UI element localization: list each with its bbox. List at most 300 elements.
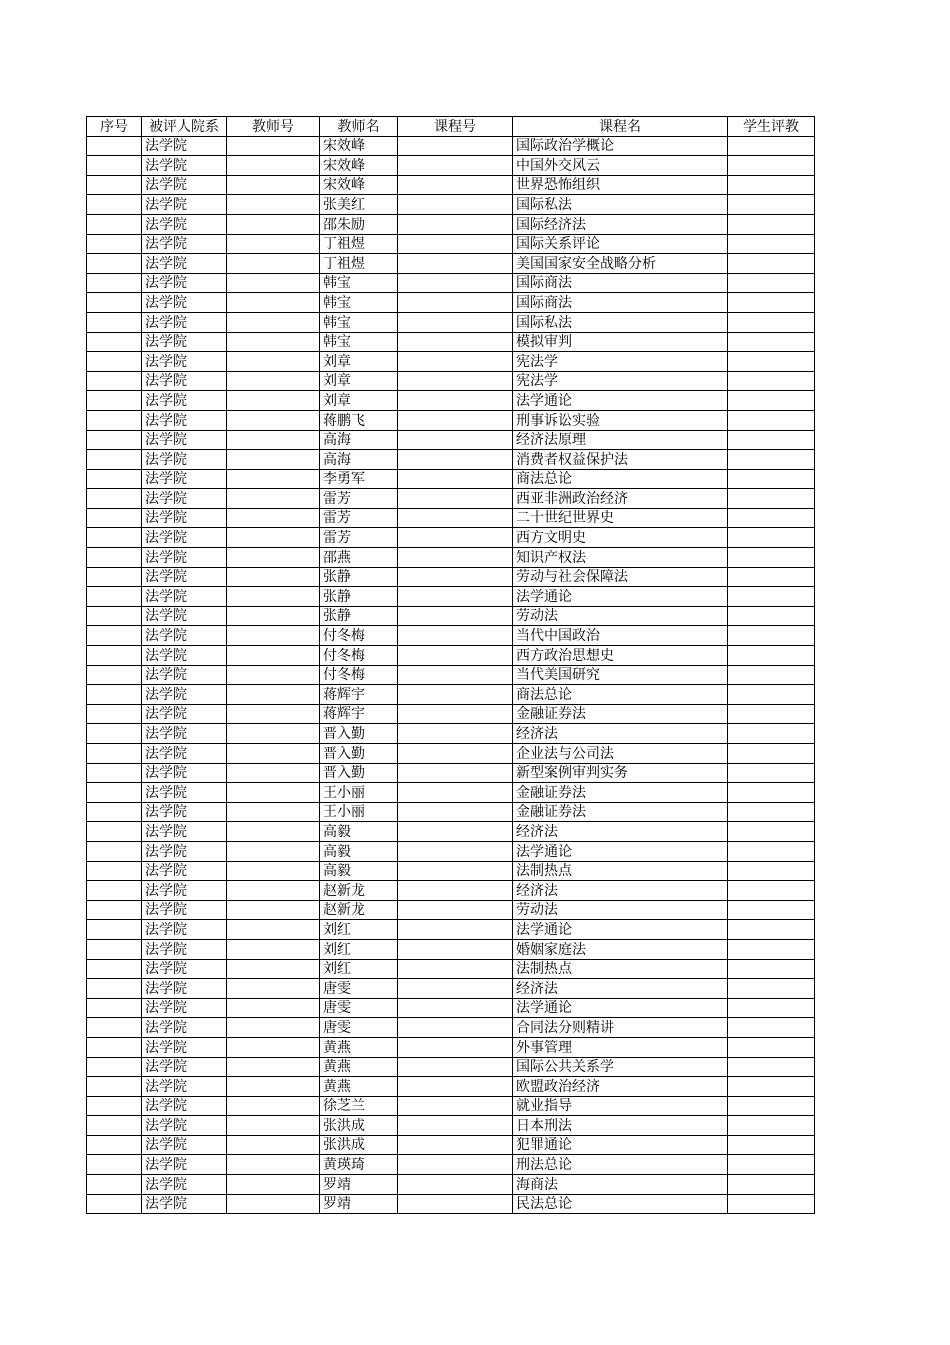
cell-teacher-name[interactable]: 雷芳 [320, 508, 398, 528]
cell-course-id[interactable] [398, 587, 513, 607]
cell-teacher-name[interactable]: 刘红 [320, 939, 398, 959]
cell-course-id[interactable] [398, 1175, 513, 1195]
cell-course-id[interactable] [398, 939, 513, 959]
cell-department[interactable]: 法学院 [142, 469, 227, 489]
cell-teacher-name[interactable]: 李勇军 [320, 469, 398, 489]
cell-course-name[interactable]: 国际政治学概论 [513, 136, 728, 156]
cell-department[interactable]: 法学院 [142, 450, 227, 470]
cell-course-id[interactable] [398, 763, 513, 783]
cell-course-id[interactable] [398, 175, 513, 195]
cell-teacher-id[interactable] [227, 371, 320, 391]
cell-course-id[interactable] [398, 744, 513, 764]
cell-course-name[interactable]: 法学通论 [513, 920, 728, 940]
header-course-name[interactable]: 课程名 [513, 117, 728, 137]
cell-student-eval[interactable] [728, 528, 815, 548]
cell-teacher-name[interactable]: 邵燕 [320, 548, 398, 568]
cell-student-eval[interactable] [728, 744, 815, 764]
cell-seq[interactable] [87, 1077, 142, 1097]
cell-seq[interactable] [87, 763, 142, 783]
cell-course-name[interactable]: 西方政治思想史 [513, 646, 728, 666]
cell-course-id[interactable] [398, 822, 513, 842]
cell-department[interactable]: 法学院 [142, 1155, 227, 1175]
cell-course-name[interactable]: 消费者权益保护法 [513, 450, 728, 470]
cell-teacher-name[interactable]: 蒋鹏飞 [320, 410, 398, 430]
cell-student-eval[interactable] [728, 254, 815, 274]
cell-student-eval[interactable] [728, 273, 815, 293]
cell-teacher-id[interactable] [227, 273, 320, 293]
cell-course-id[interactable] [398, 1037, 513, 1057]
cell-student-eval[interactable] [728, 136, 815, 156]
cell-department[interactable]: 法学院 [142, 998, 227, 1018]
cell-department[interactable]: 法学院 [142, 489, 227, 509]
cell-course-name[interactable]: 合同法分则精讲 [513, 1018, 728, 1038]
cell-department[interactable]: 法学院 [142, 704, 227, 724]
cell-teacher-id[interactable] [227, 156, 320, 176]
cell-teacher-name[interactable]: 黄瑛琦 [320, 1155, 398, 1175]
cell-teacher-name[interactable]: 黄燕 [320, 1077, 398, 1097]
cell-course-id[interactable] [398, 626, 513, 646]
cell-course-id[interactable] [398, 1155, 513, 1175]
cell-seq[interactable] [87, 900, 142, 920]
cell-course-id[interactable] [398, 528, 513, 548]
cell-course-name[interactable]: 法制热点 [513, 861, 728, 881]
cell-seq[interactable] [87, 410, 142, 430]
cell-seq[interactable] [87, 881, 142, 901]
cell-teacher-name[interactable]: 张静 [320, 567, 398, 587]
cell-student-eval[interactable] [728, 548, 815, 568]
cell-course-id[interactable] [398, 1057, 513, 1077]
cell-course-id[interactable] [398, 548, 513, 568]
cell-course-name[interactable]: 法制热点 [513, 959, 728, 979]
cell-teacher-name[interactable]: 邵朱励 [320, 214, 398, 234]
cell-teacher-name[interactable]: 罗靖 [320, 1194, 398, 1214]
cell-teacher-name[interactable]: 唐雯 [320, 998, 398, 1018]
cell-course-name[interactable]: 知识产权法 [513, 548, 728, 568]
cell-department[interactable]: 法学院 [142, 136, 227, 156]
cell-course-name[interactable]: 国际关系评论 [513, 234, 728, 254]
cell-department[interactable]: 法学院 [142, 1116, 227, 1136]
cell-teacher-id[interactable] [227, 234, 320, 254]
cell-teacher-id[interactable] [227, 450, 320, 470]
cell-teacher-name[interactable]: 赵新龙 [320, 900, 398, 920]
cell-student-eval[interactable] [728, 1116, 815, 1136]
cell-course-id[interactable] [398, 1135, 513, 1155]
cell-course-id[interactable] [398, 841, 513, 861]
cell-course-id[interactable] [398, 704, 513, 724]
cell-course-id[interactable] [398, 156, 513, 176]
cell-teacher-name[interactable]: 王小丽 [320, 783, 398, 803]
cell-seq[interactable] [87, 214, 142, 234]
cell-teacher-id[interactable] [227, 920, 320, 940]
cell-teacher-id[interactable] [227, 724, 320, 744]
cell-student-eval[interactable] [728, 685, 815, 705]
cell-seq[interactable] [87, 606, 142, 626]
cell-student-eval[interactable] [728, 920, 815, 940]
cell-course-id[interactable] [398, 136, 513, 156]
cell-department[interactable]: 法学院 [142, 685, 227, 705]
cell-teacher-id[interactable] [227, 587, 320, 607]
cell-course-id[interactable] [398, 450, 513, 470]
cell-teacher-id[interactable] [227, 254, 320, 274]
cell-student-eval[interactable] [728, 1057, 815, 1077]
cell-department[interactable]: 法学院 [142, 352, 227, 372]
cell-teacher-name[interactable]: 刘章 [320, 352, 398, 372]
cell-seq[interactable] [87, 136, 142, 156]
cell-teacher-name[interactable]: 韩宝 [320, 332, 398, 352]
cell-course-id[interactable] [398, 1116, 513, 1136]
cell-student-eval[interactable] [728, 704, 815, 724]
cell-seq[interactable] [87, 548, 142, 568]
cell-course-id[interactable] [398, 214, 513, 234]
cell-department[interactable]: 法学院 [142, 410, 227, 430]
cell-teacher-id[interactable] [227, 959, 320, 979]
cell-department[interactable]: 法学院 [142, 1135, 227, 1155]
cell-teacher-id[interactable] [227, 430, 320, 450]
cell-course-name[interactable]: 中国外交风云 [513, 156, 728, 176]
cell-course-id[interactable] [398, 489, 513, 509]
cell-teacher-id[interactable] [227, 175, 320, 195]
cell-course-id[interactable] [398, 998, 513, 1018]
cell-student-eval[interactable] [728, 783, 815, 803]
cell-student-eval[interactable] [728, 841, 815, 861]
cell-teacher-id[interactable] [227, 1037, 320, 1057]
cell-course-name[interactable]: 金融证券法 [513, 704, 728, 724]
cell-department[interactable]: 法学院 [142, 312, 227, 332]
cell-seq[interactable] [87, 802, 142, 822]
cell-teacher-name[interactable]: 宋效峰 [320, 175, 398, 195]
cell-teacher-name[interactable]: 王小丽 [320, 802, 398, 822]
cell-teacher-id[interactable] [227, 195, 320, 215]
cell-seq[interactable] [87, 626, 142, 646]
cell-teacher-id[interactable] [227, 900, 320, 920]
cell-teacher-name[interactable]: 张洪成 [320, 1116, 398, 1136]
cell-teacher-name[interactable]: 韩宝 [320, 312, 398, 332]
cell-teacher-id[interactable] [227, 1155, 320, 1175]
cell-department[interactable]: 法学院 [142, 979, 227, 999]
cell-course-name[interactable]: 企业法与公司法 [513, 744, 728, 764]
cell-teacher-name[interactable]: 张美红 [320, 195, 398, 215]
cell-teacher-id[interactable] [227, 881, 320, 901]
cell-course-id[interactable] [398, 273, 513, 293]
cell-teacher-id[interactable] [227, 861, 320, 881]
cell-teacher-id[interactable] [227, 685, 320, 705]
cell-course-name[interactable]: 当代美国研究 [513, 665, 728, 685]
cell-department[interactable]: 法学院 [142, 920, 227, 940]
cell-course-name[interactable]: 国际经济法 [513, 214, 728, 234]
cell-student-eval[interactable] [728, 175, 815, 195]
cell-seq[interactable] [87, 646, 142, 666]
cell-teacher-name[interactable]: 付冬梅 [320, 665, 398, 685]
cell-student-eval[interactable] [728, 508, 815, 528]
cell-course-name[interactable]: 就业指导 [513, 1096, 728, 1116]
cell-course-id[interactable] [398, 332, 513, 352]
cell-student-eval[interactable] [728, 646, 815, 666]
cell-department[interactable]: 法学院 [142, 1077, 227, 1097]
cell-student-eval[interactable] [728, 1155, 815, 1175]
cell-seq[interactable] [87, 234, 142, 254]
cell-course-name[interactable]: 法学通论 [513, 587, 728, 607]
cell-seq[interactable] [87, 822, 142, 842]
cell-department[interactable]: 法学院 [142, 1037, 227, 1057]
cell-teacher-name[interactable]: 高毅 [320, 841, 398, 861]
cell-teacher-name[interactable]: 晋入勤 [320, 744, 398, 764]
cell-seq[interactable] [87, 1155, 142, 1175]
cell-teacher-name[interactable]: 高毅 [320, 822, 398, 842]
cell-student-eval[interactable] [728, 410, 815, 430]
cell-course-name[interactable]: 宪法学 [513, 352, 728, 372]
cell-course-id[interactable] [398, 783, 513, 803]
cell-student-eval[interactable] [728, 724, 815, 744]
cell-teacher-name[interactable]: 张静 [320, 606, 398, 626]
cell-department[interactable]: 法学院 [142, 1018, 227, 1038]
cell-department[interactable]: 法学院 [142, 391, 227, 411]
cell-course-id[interactable] [398, 410, 513, 430]
cell-seq[interactable] [87, 1135, 142, 1155]
cell-student-eval[interactable] [728, 1135, 815, 1155]
cell-teacher-id[interactable] [227, 1194, 320, 1214]
cell-course-name[interactable]: 模拟审判 [513, 332, 728, 352]
cell-department[interactable]: 法学院 [142, 665, 227, 685]
cell-department[interactable]: 法学院 [142, 724, 227, 744]
cell-seq[interactable] [87, 1037, 142, 1057]
cell-teacher-name[interactable]: 黄燕 [320, 1037, 398, 1057]
cell-course-name[interactable]: 美国国家安全战略分析 [513, 254, 728, 274]
cell-teacher-id[interactable] [227, 1096, 320, 1116]
cell-course-id[interactable] [398, 1194, 513, 1214]
cell-teacher-name[interactable]: 蒋辉宇 [320, 685, 398, 705]
cell-teacher-name[interactable]: 唐雯 [320, 979, 398, 999]
cell-seq[interactable] [87, 1018, 142, 1038]
cell-department[interactable]: 法学院 [142, 900, 227, 920]
cell-department[interactable]: 法学院 [142, 841, 227, 861]
cell-teacher-id[interactable] [227, 998, 320, 1018]
cell-department[interactable]: 法学院 [142, 626, 227, 646]
cell-course-name[interactable]: 法学通论 [513, 998, 728, 1018]
header-department[interactable]: 被评人院系 [142, 117, 227, 137]
cell-student-eval[interactable] [728, 763, 815, 783]
cell-seq[interactable] [87, 1096, 142, 1116]
cell-course-id[interactable] [398, 900, 513, 920]
cell-teacher-name[interactable]: 高毅 [320, 861, 398, 881]
cell-course-id[interactable] [398, 979, 513, 999]
cell-teacher-id[interactable] [227, 1057, 320, 1077]
cell-seq[interactable] [87, 998, 142, 1018]
cell-teacher-id[interactable] [227, 822, 320, 842]
cell-seq[interactable] [87, 724, 142, 744]
cell-seq[interactable] [87, 665, 142, 685]
cell-teacher-name[interactable]: 刘章 [320, 371, 398, 391]
cell-course-name[interactable]: 西方文明史 [513, 528, 728, 548]
cell-teacher-id[interactable] [227, 646, 320, 666]
cell-teacher-name[interactable]: 雷芳 [320, 528, 398, 548]
cell-course-id[interactable] [398, 430, 513, 450]
cell-course-name[interactable]: 国际私法 [513, 195, 728, 215]
cell-student-eval[interactable] [728, 606, 815, 626]
cell-teacher-name[interactable]: 雷芳 [320, 489, 398, 509]
cell-teacher-id[interactable] [227, 763, 320, 783]
cell-department[interactable]: 法学院 [142, 273, 227, 293]
cell-course-id[interactable] [398, 861, 513, 881]
cell-seq[interactable] [87, 156, 142, 176]
cell-teacher-id[interactable] [227, 704, 320, 724]
cell-teacher-name[interactable]: 唐雯 [320, 1018, 398, 1038]
cell-course-id[interactable] [398, 391, 513, 411]
cell-student-eval[interactable] [728, 626, 815, 646]
cell-teacher-name[interactable]: 张静 [320, 587, 398, 607]
cell-student-eval[interactable] [728, 881, 815, 901]
cell-teacher-id[interactable] [227, 567, 320, 587]
cell-teacher-name[interactable]: 付冬梅 [320, 626, 398, 646]
cell-teacher-id[interactable] [227, 332, 320, 352]
cell-teacher-name[interactable]: 韩宝 [320, 273, 398, 293]
cell-student-eval[interactable] [728, 587, 815, 607]
cell-teacher-id[interactable] [227, 1135, 320, 1155]
cell-course-name[interactable]: 民法总论 [513, 1194, 728, 1214]
cell-seq[interactable] [87, 1175, 142, 1195]
cell-department[interactable]: 法学院 [142, 587, 227, 607]
cell-seq[interactable] [87, 685, 142, 705]
cell-seq[interactable] [87, 352, 142, 372]
cell-seq[interactable] [87, 1194, 142, 1214]
cell-department[interactable]: 法学院 [142, 646, 227, 666]
cell-teacher-id[interactable] [227, 783, 320, 803]
cell-teacher-id[interactable] [227, 391, 320, 411]
cell-seq[interactable] [87, 704, 142, 724]
cell-department[interactable]: 法学院 [142, 332, 227, 352]
cell-student-eval[interactable] [728, 979, 815, 999]
cell-seq[interactable] [87, 489, 142, 509]
cell-student-eval[interactable] [728, 332, 815, 352]
cell-course-id[interactable] [398, 254, 513, 274]
cell-seq[interactable] [87, 469, 142, 489]
cell-course-id[interactable] [398, 724, 513, 744]
cell-department[interactable]: 法学院 [142, 606, 227, 626]
cell-course-id[interactable] [398, 606, 513, 626]
cell-course-name[interactable]: 国际私法 [513, 312, 728, 332]
cell-student-eval[interactable] [728, 567, 815, 587]
cell-course-name[interactable]: 商法总论 [513, 469, 728, 489]
cell-course-name[interactable]: 金融证券法 [513, 802, 728, 822]
cell-seq[interactable] [87, 920, 142, 940]
cell-seq[interactable] [87, 293, 142, 313]
cell-student-eval[interactable] [728, 1018, 815, 1038]
cell-teacher-id[interactable] [227, 939, 320, 959]
cell-teacher-name[interactable]: 刘章 [320, 391, 398, 411]
cell-seq[interactable] [87, 567, 142, 587]
cell-seq[interactable] [87, 508, 142, 528]
cell-course-id[interactable] [398, 646, 513, 666]
cell-course-name[interactable]: 经济法 [513, 822, 728, 842]
cell-teacher-name[interactable]: 宋效峰 [320, 136, 398, 156]
cell-course-name[interactable]: 二十世纪世界史 [513, 508, 728, 528]
cell-teacher-name[interactable]: 丁祖煜 [320, 234, 398, 254]
cell-course-name[interactable]: 经济法 [513, 724, 728, 744]
cell-department[interactable]: 法学院 [142, 156, 227, 176]
header-teacher-id[interactable]: 教师号 [227, 117, 320, 137]
cell-student-eval[interactable] [728, 214, 815, 234]
cell-department[interactable]: 法学院 [142, 802, 227, 822]
cell-department[interactable]: 法学院 [142, 254, 227, 274]
cell-student-eval[interactable] [728, 293, 815, 313]
cell-teacher-name[interactable]: 高海 [320, 430, 398, 450]
cell-teacher-name[interactable]: 蒋辉宇 [320, 704, 398, 724]
cell-department[interactable]: 法学院 [142, 548, 227, 568]
cell-course-name[interactable]: 国际商法 [513, 273, 728, 293]
cell-teacher-id[interactable] [227, 528, 320, 548]
cell-teacher-name[interactable]: 晋入勤 [320, 724, 398, 744]
cell-teacher-name[interactable]: 徐芝兰 [320, 1096, 398, 1116]
cell-course-name[interactable]: 犯罪通论 [513, 1135, 728, 1155]
cell-student-eval[interactable] [728, 450, 815, 470]
cell-course-name[interactable]: 法学通论 [513, 391, 728, 411]
cell-student-eval[interactable] [728, 352, 815, 372]
cell-seq[interactable] [87, 783, 142, 803]
cell-department[interactable]: 法学院 [142, 234, 227, 254]
cell-course-id[interactable] [398, 567, 513, 587]
cell-course-name[interactable]: 外事管理 [513, 1037, 728, 1057]
cell-seq[interactable] [87, 312, 142, 332]
cell-department[interactable]: 法学院 [142, 195, 227, 215]
cell-teacher-id[interactable] [227, 214, 320, 234]
cell-seq[interactable] [87, 528, 142, 548]
cell-student-eval[interactable] [728, 802, 815, 822]
cell-course-name[interactable]: 海商法 [513, 1175, 728, 1195]
cell-course-name[interactable]: 劳动法 [513, 900, 728, 920]
cell-seq[interactable] [87, 175, 142, 195]
cell-course-id[interactable] [398, 234, 513, 254]
cell-course-name[interactable]: 婚姻家庭法 [513, 939, 728, 959]
cell-department[interactable]: 法学院 [142, 881, 227, 901]
cell-course-id[interactable] [398, 293, 513, 313]
cell-seq[interactable] [87, 1116, 142, 1136]
cell-teacher-id[interactable] [227, 1175, 320, 1195]
cell-seq[interactable] [87, 939, 142, 959]
cell-seq[interactable] [87, 450, 142, 470]
cell-course-id[interactable] [398, 1077, 513, 1097]
cell-course-name[interactable]: 欧盟政治经济 [513, 1077, 728, 1097]
cell-department[interactable]: 法学院 [142, 763, 227, 783]
cell-student-eval[interactable] [728, 469, 815, 489]
cell-course-id[interactable] [398, 352, 513, 372]
cell-seq[interactable] [87, 841, 142, 861]
cell-teacher-id[interactable] [227, 606, 320, 626]
cell-seq[interactable] [87, 332, 142, 352]
cell-seq[interactable] [87, 587, 142, 607]
cell-department[interactable]: 法学院 [142, 528, 227, 548]
cell-course-name[interactable]: 经济法 [513, 881, 728, 901]
cell-teacher-id[interactable] [227, 626, 320, 646]
cell-department[interactable]: 法学院 [142, 959, 227, 979]
cell-student-eval[interactable] [728, 665, 815, 685]
cell-seq[interactable] [87, 391, 142, 411]
cell-student-eval[interactable] [728, 371, 815, 391]
cell-teacher-id[interactable] [227, 508, 320, 528]
cell-course-name[interactable]: 国际公共关系学 [513, 1057, 728, 1077]
cell-student-eval[interactable] [728, 312, 815, 332]
cell-teacher-name[interactable]: 罗靖 [320, 1175, 398, 1195]
cell-course-name[interactable]: 法学通论 [513, 841, 728, 861]
cell-seq[interactable] [87, 195, 142, 215]
cell-course-name[interactable]: 日本刑法 [513, 1116, 728, 1136]
cell-department[interactable]: 法学院 [142, 861, 227, 881]
cell-course-id[interactable] [398, 1096, 513, 1116]
cell-student-eval[interactable] [728, 959, 815, 979]
cell-course-name[interactable]: 刑法总论 [513, 1155, 728, 1175]
cell-seq[interactable] [87, 744, 142, 764]
cell-course-id[interactable] [398, 1018, 513, 1038]
cell-seq[interactable] [87, 430, 142, 450]
cell-teacher-name[interactable]: 宋效峰 [320, 156, 398, 176]
